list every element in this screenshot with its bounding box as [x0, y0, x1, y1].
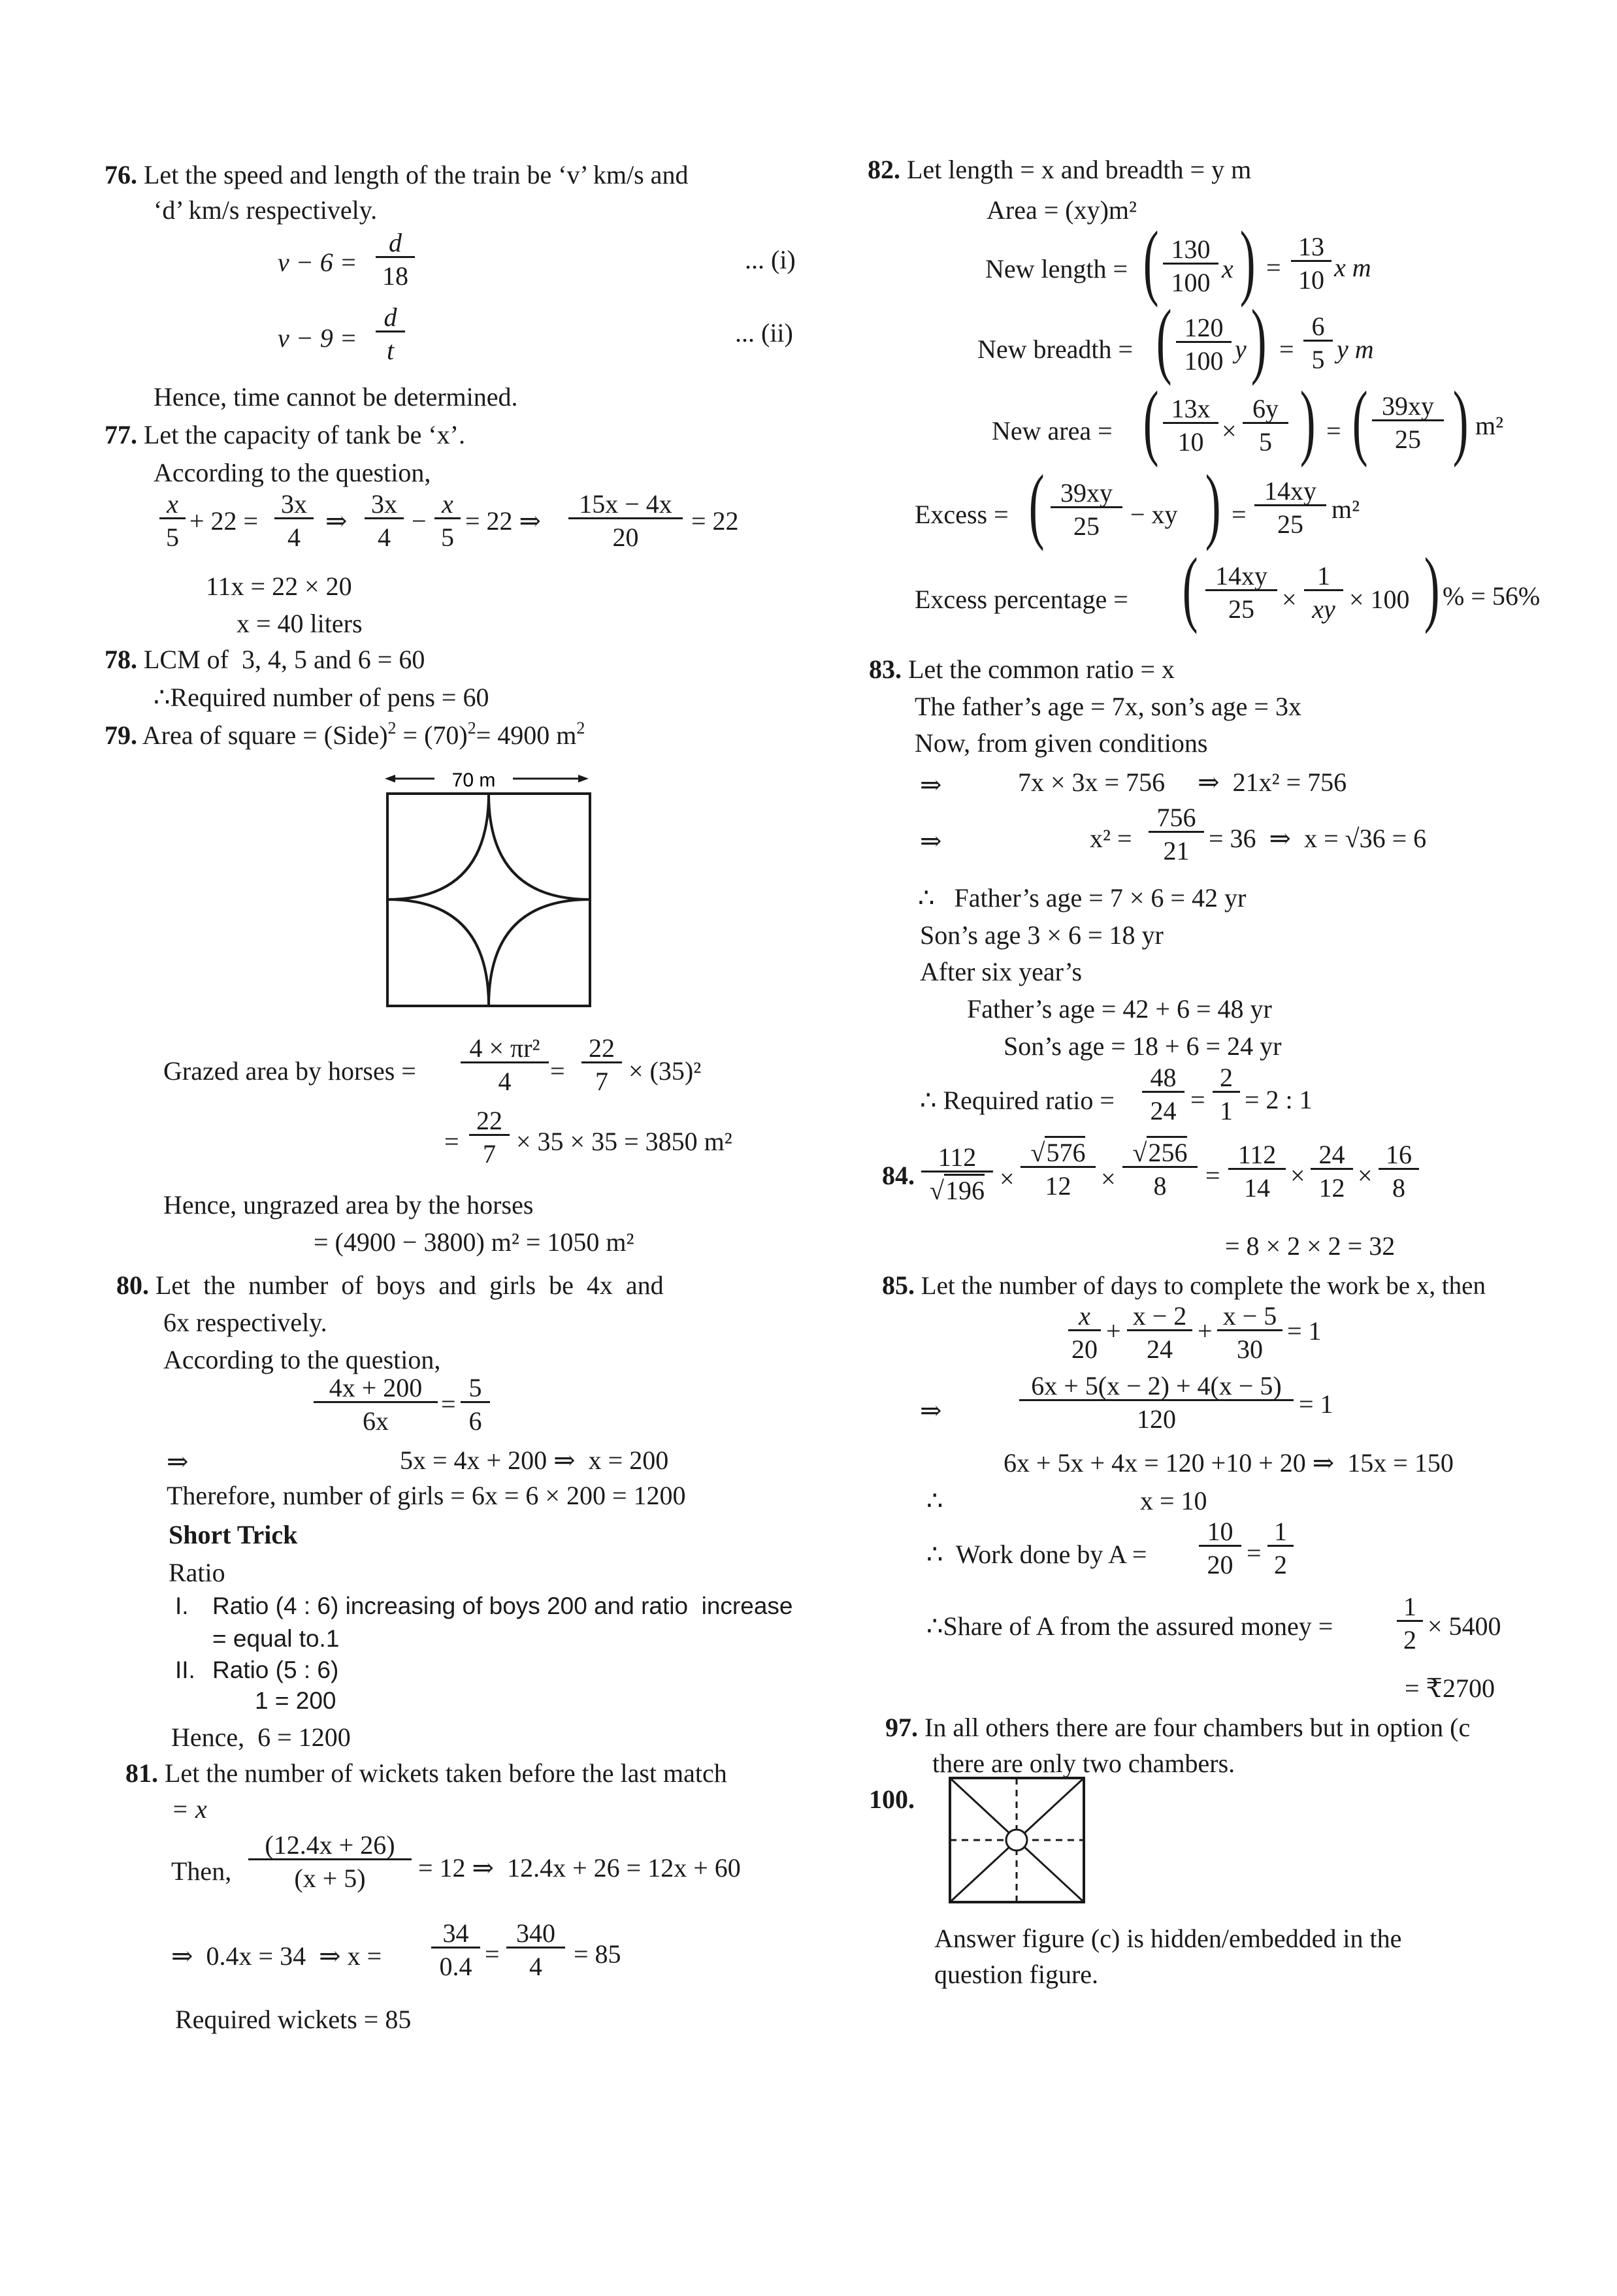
q82-nl-tail: x m — [1334, 253, 1371, 282]
q80-hence: Hence, 6 = 1200 — [171, 1722, 351, 1752]
q82-ex-eq: = — [1232, 500, 1247, 529]
q80-number: 80. — [116, 1270, 149, 1300]
q82-nb-tail: y m — [1337, 334, 1374, 364]
q82-nb-frac1 — [1176, 315, 1232, 374]
q85-frac7 — [1397, 1594, 1423, 1653]
q83-step8-eq: = — [1190, 1085, 1205, 1114]
paren-open: ( — [1182, 541, 1198, 635]
q82-nb-label: New breadth = — [977, 334, 1134, 364]
frac-num: 340 — [506, 1920, 565, 1948]
frac-den: 10 — [1177, 427, 1204, 457]
frac-num: 112 — [921, 1144, 993, 1172]
q97-line2: there are only two chambers. — [932, 1749, 1235, 1778]
frac-num: 4x + 200 — [314, 1375, 438, 1403]
q81-text: Let the number of wickets taken before the last match — [165, 1758, 727, 1788]
q77-t1: + 22 = — [189, 506, 259, 536]
frac-num: 6y — [1243, 396, 1288, 424]
q83-step6: Father’s age = 42 + 6 = 48 yr — [967, 994, 1272, 1024]
frac-den: 5 — [1311, 345, 1325, 374]
q82-nl-frac2 — [1291, 234, 1331, 293]
paren-open: ( — [1352, 374, 1368, 468]
frac-den: 12 — [1318, 1173, 1345, 1203]
q82-nl-eq: = — [1266, 253, 1281, 282]
q100-num: 100. — [869, 1785, 915, 1814]
q81-tail: = 12 ⇒ 12.4x + 26 = 12x + 60 — [418, 1853, 741, 1883]
q97-number: 97. — [885, 1713, 918, 1742]
q83-step8a: ∴ Required ratio = — [920, 1086, 1115, 1115]
frac-num: 48 — [1142, 1065, 1184, 1093]
q82-na-frac1 — [1163, 396, 1218, 455]
q78-line1 — [105, 647, 425, 673]
q77-text: Let the capacity of tank be ‘x’. — [144, 420, 465, 449]
frac-num: 1 — [1397, 1594, 1423, 1622]
frac-num: 24 — [1311, 1142, 1353, 1170]
q82-area: Area = (xy)m² — [987, 195, 1137, 225]
q83-step4: Son’s age 3 × 6 = 18 yr — [920, 920, 1164, 950]
q85-text: Let the number of days to complete the work be x, then — [921, 1272, 1486, 1300]
frac-den: √196 — [921, 1172, 993, 1204]
q85-p1: + — [1106, 1316, 1121, 1346]
q84-x4: × — [1358, 1161, 1373, 1190]
frac-den: 30 — [1237, 1334, 1263, 1364]
frac-den: 1 — [1220, 1096, 1233, 1125]
frac-den: 6 — [468, 1406, 482, 1436]
frac-num: 13 — [1291, 234, 1331, 262]
q83-text: Let the common ratio = x — [908, 655, 1175, 684]
q82-ep-x: × — [1282, 585, 1297, 614]
q79-text-e: = 4900 m — [476, 720, 577, 750]
frac-num: 4 × πr² — [461, 1035, 549, 1063]
q83-frac2 — [1142, 1065, 1184, 1124]
frac-den: 4 — [378, 523, 391, 552]
sqrt-arg: 576 — [1045, 1136, 1085, 1167]
frac-den: 5 — [166, 523, 179, 552]
q80-item2-a: Ratio (5 : 6) — [212, 1657, 339, 1683]
q85-step3: 6x + 5x + 4x = 120 +10 + 20 ⇒ 15x = 150 — [1004, 1448, 1454, 1478]
frac-den: (x + 5) — [294, 1864, 366, 1893]
q77-t2: ⇒ — [325, 506, 348, 536]
q85-t2: = 1 — [1299, 1389, 1333, 1419]
q79-ungrazed: = (4900 − 3800) m² = 1050 m² — [314, 1227, 634, 1257]
frac-den: 0.4 — [439, 1952, 472, 1981]
frac-num: 5 — [461, 1375, 490, 1403]
ungrazed-region-curve — [387, 794, 590, 1006]
frac-num: 1 — [1304, 563, 1343, 591]
q77-line2: According to the question, — [154, 458, 431, 487]
q79-eq2: = — [444, 1127, 459, 1156]
q85-frac2 — [1127, 1303, 1192, 1363]
frac-num: 34 — [431, 1920, 480, 1948]
frac-num: √576 — [1021, 1140, 1096, 1168]
q80-frac2 — [461, 1375, 490, 1434]
q82-text: Let length = x and breadth = y m — [907, 155, 1252, 184]
q80-item1-b: = equal to.1 — [212, 1625, 340, 1652]
q80-line2: 6x respectively. — [163, 1308, 327, 1337]
q84-frac6 — [1379, 1142, 1419, 1201]
frac-den: 100 — [1184, 346, 1224, 376]
q85-line1 — [882, 1272, 1486, 1299]
q82-ep-label: Excess percentage = — [915, 585, 1128, 614]
paren-open: ( — [1143, 214, 1159, 308]
q81-number: 81. — [125, 1758, 158, 1788]
frac-den: 8 — [1153, 1171, 1167, 1201]
q82-nb-y: y — [1235, 334, 1247, 364]
square-outline — [387, 794, 590, 1006]
q76-line2: ‘d’ km/s respectively. — [154, 195, 378, 225]
q81-step2-tail: = 85 — [574, 1939, 621, 1969]
q85-step5a: ∴ Work done by A = — [926, 1540, 1147, 1569]
q82-ex-label: Excess = — [915, 500, 1009, 529]
frac-num: 112 — [1228, 1142, 1286, 1170]
frac-den: 10 — [1298, 265, 1324, 295]
q81-required: Required wickets = 85 — [175, 2005, 412, 2034]
q82-nl-x: x — [1222, 254, 1233, 283]
paren-close: ) — [1452, 374, 1469, 468]
q76-line1 — [105, 162, 688, 188]
q81-step2a: ⇒ 0.4x = 34 ⇒ x = — [171, 1941, 382, 1971]
q85-step6-tail: × 5400 — [1428, 1611, 1501, 1641]
frac-num: 2 — [1213, 1065, 1240, 1093]
frac-den: 20 — [1071, 1334, 1098, 1364]
frac-den: 25 — [1395, 425, 1421, 454]
q79-frac3 — [469, 1108, 510, 1167]
q82-na-x: × — [1222, 416, 1237, 445]
q85-frac5 — [1199, 1519, 1241, 1578]
q77-frac2 — [274, 491, 314, 551]
frac-den: 24 — [1150, 1096, 1177, 1125]
q79-frac1 — [461, 1035, 549, 1095]
q80-implies: ⇒ — [167, 1447, 189, 1476]
q84-frac3 — [1122, 1140, 1198, 1199]
q76-eq1-frac — [376, 230, 415, 289]
frac-den: 20 — [612, 523, 639, 552]
frac-den: 2 — [1274, 1550, 1287, 1579]
q82-na-frac3 — [1372, 393, 1444, 453]
frac-num: 3x — [365, 491, 404, 519]
frac-num: 6x + 5(x − 2) + 4(x − 5) — [1019, 1373, 1294, 1401]
q77-step1: 11x = 22 × 20 — [206, 572, 352, 601]
q83-line1 — [869, 656, 1175, 683]
q79-number: 79. — [105, 720, 137, 750]
q79-tail: × (35)² — [629, 1056, 702, 1086]
q81-then: Then, — [171, 1856, 232, 1886]
q83-imp2: ⇒ — [920, 826, 942, 856]
q83-step1: 7x × 3x = 756 ⇒ 21x² = 756 — [1018, 768, 1347, 797]
frac-den: 100 — [1171, 268, 1211, 297]
frac-den: 7 — [483, 1139, 496, 1169]
frac-num: (12.4x + 26) — [248, 1832, 412, 1860]
frac-den: 5 — [441, 523, 454, 552]
paren-close: ) — [1205, 458, 1221, 552]
q82-ex-minus: − xy — [1130, 500, 1178, 529]
q85-step5-eq: = — [1247, 1538, 1262, 1568]
frac-den: 2 — [1403, 1625, 1416, 1655]
q78-text: LCM of 3, 4, 5 and 6 = 60 — [144, 645, 425, 674]
q76-eq2-tag: ... (ii) — [735, 318, 793, 348]
q80-line1 — [116, 1272, 664, 1299]
frac-den: 18 — [382, 261, 408, 291]
grazed-square-figure — [382, 764, 598, 1012]
frac-den: 25 — [1277, 509, 1303, 539]
q82-line1 — [868, 157, 1251, 183]
frac-den: 21 — [1163, 836, 1190, 865]
q85-step7: = ₹2700 — [1405, 1673, 1495, 1703]
q82-na-eq: = — [1326, 416, 1341, 445]
right-column — [843, 0, 1617, 2296]
frac-den: 25 — [1073, 511, 1100, 541]
q80-eq: = — [441, 1389, 456, 1419]
q80-short-trick: Short Trick — [169, 1520, 298, 1549]
q83-frac3 — [1213, 1065, 1240, 1124]
q80-step1: 5x = 4x + 200 ⇒ x = 200 — [400, 1446, 669, 1475]
q76-eq1-tag: ... (i) — [745, 245, 796, 274]
q78-number: 78. — [105, 645, 137, 674]
frac-den: 20 — [1207, 1550, 1233, 1579]
frac-num: 15x − 4x — [568, 491, 683, 519]
frac-den: 8 — [1392, 1173, 1405, 1203]
q81-frac1 — [248, 1832, 412, 1892]
q83-number: 83. — [869, 655, 902, 684]
q79-grazed-label: Grazed area by horses = — [163, 1056, 416, 1086]
q83-step3: ∴ Father’s age = 7 × 6 = 42 yr — [918, 883, 1247, 913]
q76-eq2-frac — [376, 304, 405, 364]
paren-open: ( — [1156, 293, 1172, 387]
frac-den: 24 — [1147, 1334, 1173, 1364]
frac-num: 22 — [469, 1108, 510, 1136]
frac-num: 39xy — [1051, 480, 1122, 508]
frac-num: 13x — [1163, 396, 1218, 424]
q77-frac3 — [365, 491, 404, 551]
paren-close: ) — [1239, 214, 1256, 308]
q82-ep-frac1 — [1205, 563, 1277, 623]
q76-eq2-lhs: v − 9 = — [278, 323, 357, 353]
frac-num: 10 — [1199, 1519, 1241, 1547]
q82-ex-frac1 — [1051, 480, 1122, 540]
frac-den: 7 — [595, 1067, 608, 1096]
q84-x1: × — [1000, 1164, 1015, 1193]
q82-na-frac2 — [1243, 396, 1288, 455]
paren-close: ) — [1299, 374, 1316, 468]
q82-ep-tail2: % = 56% — [1443, 581, 1541, 611]
frac-den: t — [386, 336, 395, 365]
q84-x2: × — [1101, 1164, 1116, 1193]
q76-text: Let the speed and length of the train be ‘v’ km/s and — [144, 160, 689, 189]
frac-num: x — [1068, 1303, 1101, 1331]
frac-den: 14 — [1244, 1173, 1270, 1203]
q85-step4: x = 10 — [1140, 1486, 1207, 1515]
q82-ex-tail: m² — [1331, 494, 1360, 524]
q82-ex-frac2 — [1254, 478, 1326, 538]
q79-text-c: = (70) — [396, 720, 468, 750]
q77-frac5 — [568, 491, 683, 551]
q84-frac4 — [1228, 1142, 1286, 1201]
q82-ep-frac2 — [1304, 563, 1343, 623]
q77-line1 — [105, 422, 465, 448]
q77-t3: − — [412, 506, 427, 536]
frac-num: 120 — [1176, 315, 1232, 343]
frac-num: 130 — [1163, 236, 1218, 265]
frac-den: 4 — [498, 1067, 512, 1096]
q81-frac2 — [431, 1920, 480, 1980]
q85-frac1 — [1068, 1303, 1101, 1363]
figure-center-circle — [1006, 1830, 1027, 1851]
q82-nb-eq: = — [1279, 334, 1294, 364]
q85-imp: ⇒ — [920, 1396, 942, 1425]
q84-num: 84. — [882, 1161, 915, 1190]
q100-line2: question figure. — [934, 1960, 1099, 1989]
q80-ratio: Ratio — [169, 1558, 225, 1587]
q82-ep-tail1: × 100 — [1349, 585, 1410, 614]
frac-num: x — [159, 491, 186, 519]
q85-p2: + — [1198, 1316, 1213, 1346]
q84-number — [882, 1163, 915, 1189]
q79-line1 — [105, 719, 585, 750]
q84-frac2 — [1021, 1140, 1096, 1199]
q80-item1-a: Ratio (4 : 6) increasing of boys 200 and ratio increase — [212, 1593, 793, 1619]
q79-frac2 — [581, 1035, 622, 1095]
frac-den: 6x — [363, 1406, 389, 1436]
q82-nb-frac2 — [1303, 314, 1333, 373]
q97-line1 — [885, 1715, 1470, 1741]
q100-number — [869, 1787, 915, 1813]
q82-number: 82. — [868, 155, 900, 184]
arrowhead-left — [385, 775, 395, 783]
q83-line2: The father’s age = 7x, son’s age = 3x — [915, 692, 1301, 721]
q76-eq1-lhs: v − 6 = — [278, 248, 357, 277]
q78-line2: ∴Required number of pens = 60 — [154, 683, 489, 712]
sqrt-arg: 196 — [944, 1174, 985, 1205]
frac-num: 39xy — [1372, 393, 1444, 421]
q82-nl-frac1 — [1163, 236, 1218, 296]
q83-step8-tail: = 2 : 1 — [1245, 1085, 1313, 1114]
frac-num: 16 — [1379, 1142, 1419, 1170]
frac-den: 4 — [287, 523, 301, 552]
q81-line1 — [125, 1760, 727, 1787]
q79-eq: = — [550, 1056, 565, 1086]
q77-step2: x = 40 liters — [237, 609, 363, 638]
frac-num: 22 — [581, 1035, 622, 1063]
sup: 2 — [387, 719, 397, 737]
q77-frac4 — [434, 491, 461, 551]
q77-t4: = 22 ⇒ — [465, 506, 542, 536]
q79-fig-label: 70 m — [451, 769, 496, 791]
q100-line1: Answer figure (c) is hidden/embedded in the — [934, 1924, 1402, 1953]
frac-num: x − 2 — [1127, 1303, 1192, 1331]
frac-num: 14xy — [1254, 478, 1326, 506]
q79-text-a: Area of square = (Side) — [142, 720, 388, 750]
q83-step2b: = 36 ⇒ x = √36 = 6 — [1209, 824, 1427, 853]
q82-na-label: New area = — [992, 416, 1113, 445]
q79-tail2: × 35 × 35 = 3850 m² — [516, 1127, 732, 1156]
frac-num: d — [376, 304, 405, 332]
q83-step7: Son’s age = 18 + 6 = 24 yr — [1004, 1031, 1282, 1061]
q82-nl-label: New length = — [985, 254, 1128, 283]
paren-open: ( — [1028, 458, 1045, 552]
q84-x3: × — [1290, 1161, 1305, 1190]
q79-hence: Hence, ungrazed area by the horses — [163, 1190, 534, 1220]
paren-open: ( — [1143, 374, 1159, 468]
paren-close: ) — [1424, 541, 1440, 635]
frac-num: 3x — [274, 491, 314, 519]
q77-number: 77. — [105, 420, 137, 449]
q84-frac1 — [921, 1144, 993, 1204]
q82-na-tail: m² — [1475, 411, 1504, 440]
q85-number: 85. — [882, 1270, 915, 1300]
frac-num: d — [376, 230, 415, 258]
q85-t1: = 1 — [1287, 1316, 1322, 1346]
q84-frac5 — [1311, 1142, 1353, 1201]
q80-item2-b: 1 = 200 — [255, 1687, 336, 1714]
q97-text: In all others there are four chambers but in option (c — [924, 1713, 1471, 1742]
q85-frac6 — [1267, 1519, 1294, 1578]
paren-close: ) — [1250, 293, 1267, 387]
frac-den: 12 — [1045, 1171, 1071, 1201]
frac-num: x − 5 — [1217, 1303, 1282, 1331]
frac-num: √256 — [1122, 1140, 1198, 1168]
arrowhead-right — [578, 775, 589, 783]
q76-number: 76. — [105, 160, 137, 189]
q81-line2: = x — [171, 1794, 207, 1824]
q81-frac3 — [506, 1920, 565, 1980]
q77-t5: = 22 — [691, 506, 739, 536]
q85-frac4 — [1019, 1373, 1294, 1432]
frac-den: 5 — [1259, 427, 1272, 457]
q83-step5: After six year’s — [920, 957, 1083, 986]
q80-text: Let the number of boys and girls be 4x and — [155, 1270, 664, 1300]
q85-frac3 — [1217, 1303, 1282, 1363]
frac-den: 25 — [1228, 594, 1254, 624]
q76-conclusion: Hence, time cannot be determined. — [154, 382, 518, 412]
q83-frac1 — [1149, 805, 1204, 864]
q84-eq: = — [1205, 1161, 1220, 1190]
sup: 2 — [467, 719, 476, 737]
q80-frac1 — [314, 1375, 438, 1434]
q85-therefore: ∴ — [926, 1486, 943, 1515]
frac-num: 6 — [1303, 314, 1333, 342]
q84-result: = 8 × 2 × 2 = 32 — [1225, 1231, 1396, 1261]
frac-den: 120 — [1137, 1404, 1176, 1434]
q81-step2-eq: = — [485, 1939, 500, 1969]
q83-step2a: x² = — [1090, 824, 1132, 853]
frac-num: 14xy — [1205, 563, 1277, 591]
q77-frac1 — [159, 491, 186, 551]
q83-line3: Now, from given conditions — [915, 728, 1208, 758]
q83-imp1: ⇒ — [920, 770, 942, 800]
frac-num: 1 — [1267, 1519, 1294, 1547]
question-figure — [947, 1775, 1088, 1906]
sup: 2 — [576, 719, 585, 737]
frac-den: xy — [1312, 594, 1335, 624]
q85-step6a: ∴Share of A from the assured money = — [926, 1611, 1333, 1641]
frac-num: 756 — [1149, 805, 1204, 833]
frac-den: 4 — [529, 1952, 542, 1981]
q80-item2-num: II. — [175, 1657, 195, 1683]
q80-item1-num: I. — [175, 1593, 189, 1619]
frac-num: x — [434, 491, 461, 519]
sqrt-arg: 256 — [1147, 1136, 1187, 1167]
q80-line3: According to the question, — [163, 1345, 441, 1374]
q80-step2: Therefore, number of girls = 6x = 6 × 200 = 1200 — [167, 1481, 686, 1510]
